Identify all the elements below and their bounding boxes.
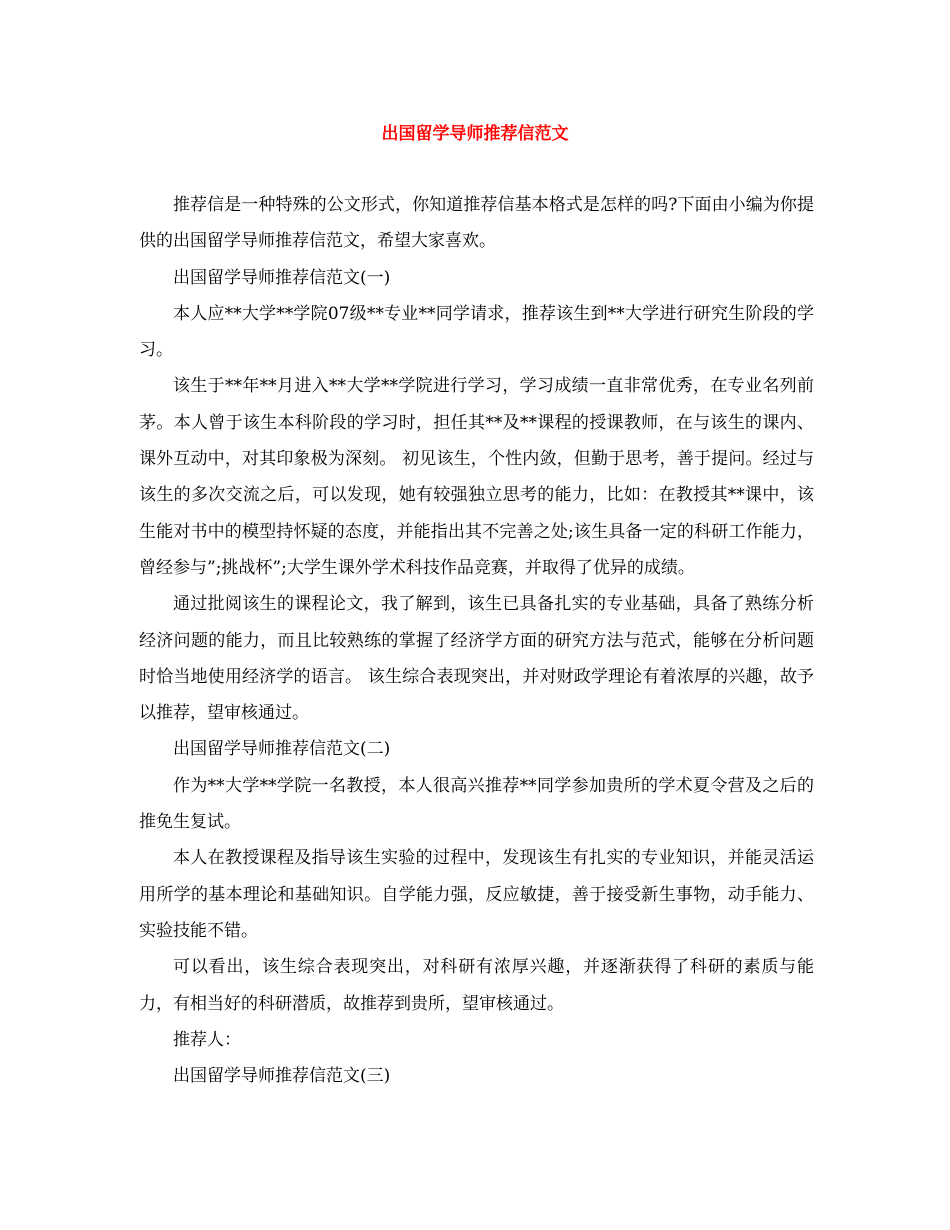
letter2-paragraph-3: 可以看出，该生综合表现突出，对科研有浓厚兴趣，并逐渐获得了科研的素质与能力，有相当好的科研潜质，故推荐到贵所，望审核通过。 [139,957,814,1014]
section-heading-3: 出国留学导师推荐信范文(三) [173,1066,391,1087]
recommender-label: 推荐人： [173,1029,241,1050]
letter1-paragraph-3: 通过批阅该生的课程论文，我了解到，该生已具备扎实的专业基础，具备了熟练分析经济问题的能力，而且比较熟练的掌握了经济学方面的研究方法与范式，能够在分析问题时恰当地使用经济学的语言。 该生综合表现突出，并对财政学理论有着浓厚的兴趣，故予以推荐，望审核通过。 [139,594,814,724]
section-heading-2: 出国留学导师推荐信范文(二) [173,739,391,760]
section-heading-1: 出国留学导师推荐信范文(一) [173,267,391,288]
intro-paragraph: 推荐信是一种特殊的公文形式，你知道推荐信基本格式是怎样的吗?下面由小编为你提供的出国留学导师推荐信范文，希望大家喜欢。 [139,195,814,252]
letter1-paragraph-2: 该生于**年**月进入**大学**学院进行学习，学习成绩一直非常优秀，在专业名列前茅。本人曾于该生本科阶段的学习时，担任其**及**课程的授课教师，在与该生的课内、课外互动中，对其印象极为深刻。 初见该生，个性内敛，但勤于思考，善于提问。经过与该生的多次交流之后，可以发现，她有较强独立思考的能力，比如：在教授其**课中，该生能对书中的模型持怀疑的态度，并能指出其不完善之处;该生具备一定的科研工作能力，曾经参与”;挑战杯”;大学生课外学术科技作品竞赛，并取得了优异的成绩。 [139,376,814,578]
letter2-paragraph-1: 作为**大学**学院一名教授，本人很高兴推荐**同学参加贵所的学术夏令营及之后的推免生复试。 [139,775,814,833]
document-body [139,187,814,1094]
letter1-paragraph-1: 本人应**大学**学院07级**专业**同学请求，推荐该生到**大学进行研究生阶段的学习。 [139,303,814,361]
letter2-paragraph-2: 本人在教授课程及指导该生实验的过程中，发现该生有扎实的专业知识，并能灵活运用所学的基本理论和基础知识。自学能力强，反应敏捷，善于接受新生事物，动手能力、实验技能不错。 [139,848,814,941]
document-title: 出国留学导师推荐信范文 [381,124,569,144]
